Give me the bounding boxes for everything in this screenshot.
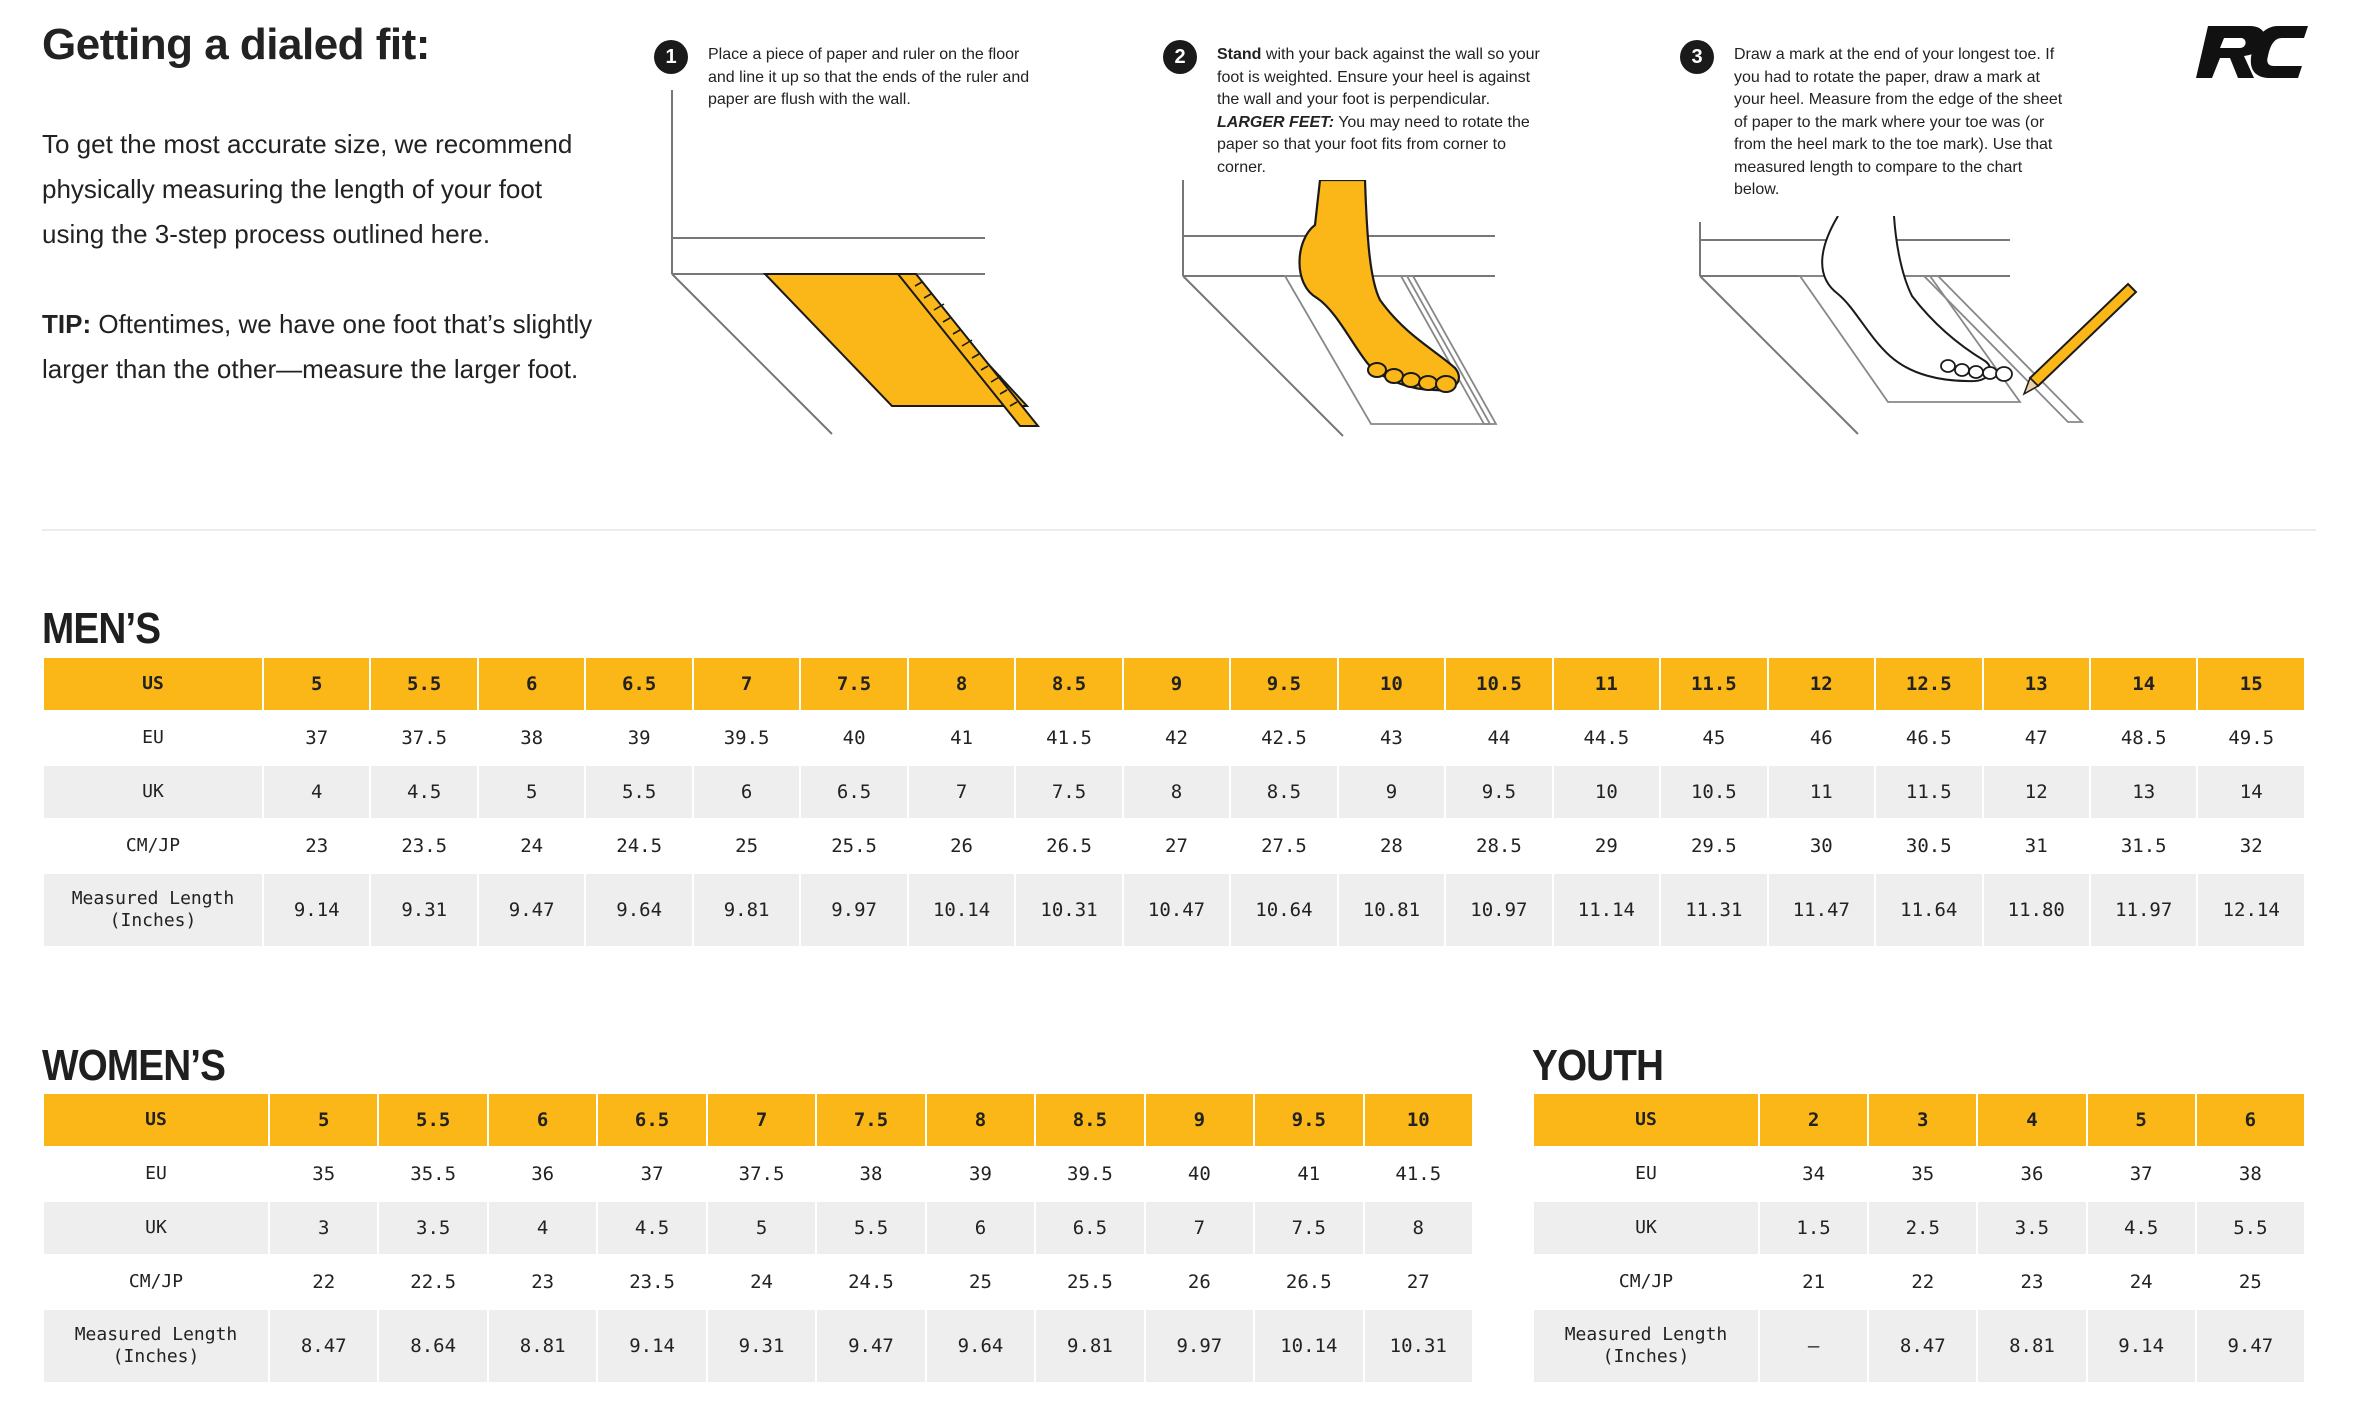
size-cell: 12.14 xyxy=(2198,874,2304,946)
size-cell: 23.5 xyxy=(598,1256,705,1308)
size-cell: 29.5 xyxy=(1661,820,1766,872)
step-number-badge: 1 xyxy=(654,40,688,74)
size-cell: – xyxy=(1760,1310,1867,1382)
size-cell: 6.5 xyxy=(801,766,906,818)
tip-body: Oftentimes, we have one foot that’s slightly larger than the other—measure the larger foot. xyxy=(42,309,593,384)
row-label: Measured Length (Inches) xyxy=(44,1310,268,1382)
size-cell: 8.47 xyxy=(1869,1310,1976,1382)
row-label: CM/JP xyxy=(44,1256,268,1308)
size-cell: 10.14 xyxy=(1255,1310,1362,1382)
size-cell: 37.5 xyxy=(371,712,476,764)
size-header-cell: 5.5 xyxy=(371,658,476,710)
size-cell: 22 xyxy=(1869,1256,1976,1308)
table-row xyxy=(44,1148,1472,1200)
size-cell: 23 xyxy=(264,820,369,872)
size-cell: 23.5 xyxy=(371,820,476,872)
size-cell: 4 xyxy=(264,766,369,818)
size-cell: 9.47 xyxy=(817,1310,924,1382)
size-cell: 9.14 xyxy=(2088,1310,2195,1382)
size-cell: 31 xyxy=(1984,820,2089,872)
size-cell: 5.5 xyxy=(2197,1202,2304,1254)
size-cell: 41 xyxy=(1255,1148,1362,1200)
size-cell: 39 xyxy=(586,712,691,764)
size-cell: 4.5 xyxy=(371,766,476,818)
size-cell: 2.5 xyxy=(1869,1202,1976,1254)
size-cell: 10.64 xyxy=(1231,874,1336,946)
size-cell: 41.5 xyxy=(1016,712,1121,764)
table-row xyxy=(44,1256,1472,1308)
size-cell: 25.5 xyxy=(1036,1256,1143,1308)
size-header-cell: 7 xyxy=(694,658,799,710)
row-label: EU xyxy=(1534,1148,1758,1200)
step-2 xyxy=(1163,40,1563,190)
size-cell: 27 xyxy=(1124,820,1229,872)
size-cell: 10.47 xyxy=(1124,874,1229,946)
size-header-cell: 10 xyxy=(1339,658,1444,710)
size-cell: 35.5 xyxy=(379,1148,486,1200)
size-header-cell: 6.5 xyxy=(598,1094,705,1146)
size-cell: 42.5 xyxy=(1231,712,1336,764)
table-row xyxy=(1534,1256,2304,1308)
size-header-cell: 14 xyxy=(2091,658,2196,710)
size-header-cell: 9 xyxy=(1146,1094,1253,1146)
size-header-cell: 6 xyxy=(2197,1094,2304,1146)
size-cell: 40 xyxy=(1146,1148,1253,1200)
size-header-cell: 13 xyxy=(1984,658,2089,710)
size-cell: 26.5 xyxy=(1016,820,1121,872)
step-instructions-part: You may need to rotate the paper so that your foot fits from corner to corner. xyxy=(1217,113,1530,176)
size-cell: 8.5 xyxy=(1231,766,1336,818)
size-cell: 32 xyxy=(2198,820,2304,872)
size-cell: 9.64 xyxy=(927,1310,1034,1382)
size-cell: 25.5 xyxy=(801,820,906,872)
size-cell: 9.97 xyxy=(1146,1310,1253,1382)
size-cell: 37.5 xyxy=(708,1148,815,1200)
size-header-cell: 3 xyxy=(1869,1094,1976,1146)
size-cell: 11.47 xyxy=(1769,874,1874,946)
mens-title: MEN’S xyxy=(42,604,161,653)
size-cell: 39 xyxy=(927,1148,1034,1200)
size-cell: 22 xyxy=(270,1256,377,1308)
size-cell: 6.5 xyxy=(1036,1202,1143,1254)
size-cell: 25 xyxy=(927,1256,1034,1308)
size-header-cell: 11 xyxy=(1554,658,1659,710)
row-label: Measured Length (Inches) xyxy=(1534,1310,1758,1382)
size-cell: 11.14 xyxy=(1554,874,1659,946)
size-cell: 41.5 xyxy=(1365,1148,1472,1200)
size-cell: 6 xyxy=(927,1202,1034,1254)
size-cell: 43 xyxy=(1339,712,1444,764)
size-cell: 24 xyxy=(479,820,584,872)
size-cell: 26.5 xyxy=(1255,1256,1362,1308)
size-cell: 10.31 xyxy=(1016,874,1121,946)
row-label: UK xyxy=(44,766,262,818)
size-cell: 37 xyxy=(598,1148,705,1200)
size-cell: 42 xyxy=(1124,712,1229,764)
size-cell: 9.5 xyxy=(1446,766,1551,818)
size-cell: 6 xyxy=(694,766,799,818)
step-instructions-part: with your back against the wall so your foot is weighted. Ensure your heel is against the wall and your foot is perpendicular. xyxy=(1217,46,1540,108)
size-cell: 1.5 xyxy=(1760,1202,1867,1254)
size-cell: 8.64 xyxy=(379,1310,486,1382)
size-cell: 9.14 xyxy=(264,874,369,946)
size-cell: 11.80 xyxy=(1984,874,2089,946)
size-header-cell: 8.5 xyxy=(1016,658,1121,710)
size-header-cell: 6 xyxy=(479,658,584,710)
size-cell: 5.5 xyxy=(817,1202,924,1254)
size-cell: 39.5 xyxy=(1036,1148,1143,1200)
size-cell: 9 xyxy=(1339,766,1444,818)
size-header-cell: 10 xyxy=(1365,1094,1472,1146)
size-header-cell: 9.5 xyxy=(1255,1094,1362,1146)
table-row xyxy=(1534,1148,2304,1200)
womens-size-table xyxy=(42,1092,1474,1384)
size-cell: 49.5 xyxy=(2198,712,2304,764)
row-label: US xyxy=(44,1094,268,1146)
step-number-badge: 2 xyxy=(1163,40,1197,74)
size-cell: 9.47 xyxy=(2197,1310,2304,1382)
size-cell: 40 xyxy=(801,712,906,764)
row-label: US xyxy=(1534,1094,1758,1146)
size-header-cell: 7.5 xyxy=(801,658,906,710)
size-cell: 34 xyxy=(1760,1148,1867,1200)
step-instructions-emphasis: LARGER FEET: xyxy=(1217,113,1335,131)
womens-title: WOMEN’S xyxy=(42,1041,226,1090)
youth-title: YOUTH xyxy=(1532,1041,1664,1090)
table-row xyxy=(44,820,2304,872)
size-header-cell: 5 xyxy=(270,1094,377,1146)
size-cell: 5.5 xyxy=(586,766,691,818)
size-cell: 3.5 xyxy=(1978,1202,2085,1254)
mens-size-table xyxy=(42,656,2306,948)
size-cell: 46.5 xyxy=(1876,712,1981,764)
table-row xyxy=(44,1202,1472,1254)
size-header-cell: 8.5 xyxy=(1036,1094,1143,1146)
row-label: EU xyxy=(44,1148,268,1200)
size-cell: 25 xyxy=(694,820,799,872)
size-cell: 24 xyxy=(708,1256,815,1308)
size-cell: 3.5 xyxy=(379,1202,486,1254)
size-cell: 24.5 xyxy=(817,1256,924,1308)
size-cell: 28 xyxy=(1339,820,1444,872)
size-cell: 9.31 xyxy=(371,874,476,946)
size-cell: 24 xyxy=(2088,1256,2195,1308)
size-cell: 39.5 xyxy=(694,712,799,764)
size-cell: 35 xyxy=(1869,1148,1976,1200)
youth-size-table xyxy=(1532,1092,2306,1384)
size-header-cell: 12.5 xyxy=(1876,658,1981,710)
size-header-cell: 15 xyxy=(2198,658,2304,710)
size-cell: 37 xyxy=(264,712,369,764)
size-cell: 27 xyxy=(1365,1256,1472,1308)
size-header-cell: 7.5 xyxy=(817,1094,924,1146)
size-cell: 30 xyxy=(1769,820,1874,872)
step-instructions-bold: Stand xyxy=(1217,46,1262,63)
size-cell: 7.5 xyxy=(1016,766,1121,818)
size-cell: 9.97 xyxy=(801,874,906,946)
table-row xyxy=(44,1310,1472,1382)
size-cell: 5 xyxy=(479,766,584,818)
table-header-row xyxy=(1534,1094,2304,1146)
size-header-cell: 5 xyxy=(264,658,369,710)
size-cell: 11 xyxy=(1769,766,1874,818)
step-instructions: Place a piece of paper and ruler on the floor and line it up so that the ends of the ruler and paper are flush with the wall. xyxy=(708,46,1030,108)
size-cell: 10.31 xyxy=(1365,1310,1472,1382)
row-label: CM/JP xyxy=(44,820,262,872)
rc-logo-icon xyxy=(2190,22,2316,84)
size-header-cell: 12 xyxy=(1769,658,1874,710)
size-cell: 37 xyxy=(2088,1148,2195,1200)
table-header-row xyxy=(44,1094,1472,1146)
size-cell: 28.5 xyxy=(1446,820,1551,872)
size-cell: 5 xyxy=(708,1202,815,1254)
row-label: Measured Length (Inches) xyxy=(44,874,262,946)
size-cell: 11.64 xyxy=(1876,874,1981,946)
size-header-cell: 2 xyxy=(1760,1094,1867,1146)
size-cell: 44.5 xyxy=(1554,712,1659,764)
size-cell: 7.5 xyxy=(1255,1202,1362,1254)
size-header-cell: 10.5 xyxy=(1446,658,1551,710)
size-cell: 8.81 xyxy=(1978,1310,2085,1382)
size-cell: 45 xyxy=(1661,712,1766,764)
step-instructions: Draw a mark at the end of your longest toe. If you had to rotate the paper, draw a mark at your heel. Measure from the edge of the sheet of paper to the mark where your toe was (or from the heel mark to the toe mark). Use that measured length to compare to the chart below. xyxy=(1734,46,2063,198)
size-cell: 11.97 xyxy=(2091,874,2196,946)
size-cell: 24.5 xyxy=(586,820,691,872)
paper-ruler-illustration xyxy=(660,88,1100,438)
size-header-cell: 5.5 xyxy=(379,1094,486,1146)
size-cell: 4.5 xyxy=(598,1202,705,1254)
table-row xyxy=(44,874,2304,946)
size-cell: 38 xyxy=(2197,1148,2304,1200)
size-cell: 3 xyxy=(270,1202,377,1254)
row-label: US xyxy=(44,658,262,710)
size-cell: 26 xyxy=(909,820,1014,872)
size-cell: 41 xyxy=(909,712,1014,764)
size-cell: 9.81 xyxy=(1036,1310,1143,1382)
size-cell: 29 xyxy=(1554,820,1659,872)
size-cell: 36 xyxy=(1978,1148,2085,1200)
step-instructions xyxy=(1217,44,1547,179)
size-header-cell: 9 xyxy=(1124,658,1229,710)
size-cell: 4.5 xyxy=(2088,1202,2195,1254)
size-cell: 10.5 xyxy=(1661,766,1766,818)
size-cell: 44 xyxy=(1446,712,1551,764)
size-cell: 7 xyxy=(1146,1202,1253,1254)
size-cell: 10 xyxy=(1554,766,1659,818)
size-cell: 14 xyxy=(2198,766,2304,818)
size-cell: 4 xyxy=(489,1202,596,1254)
marking-toe-illustration xyxy=(1690,216,2150,440)
table-row xyxy=(1534,1310,2304,1382)
row-label: CM/JP xyxy=(1534,1256,1758,1308)
size-header-cell: 6 xyxy=(489,1094,596,1146)
size-cell: 22.5 xyxy=(379,1256,486,1308)
standing-foot-illustration xyxy=(1175,180,1595,440)
size-header-cell: 8 xyxy=(909,658,1014,710)
size-cell: 21 xyxy=(1760,1256,1867,1308)
size-header-cell: 7 xyxy=(708,1094,815,1146)
size-cell: 11.31 xyxy=(1661,874,1766,946)
size-cell: 23 xyxy=(489,1256,596,1308)
size-cell: 38 xyxy=(817,1148,924,1200)
size-cell: 9.14 xyxy=(598,1310,705,1382)
size-cell: 10.97 xyxy=(1446,874,1551,946)
size-cell: 48.5 xyxy=(2091,712,2196,764)
size-cell: 7 xyxy=(909,766,1014,818)
size-cell: 10.81 xyxy=(1339,874,1444,946)
size-cell: 13 xyxy=(2091,766,2196,818)
size-cell: 8.47 xyxy=(270,1310,377,1382)
size-cell: 35 xyxy=(270,1148,377,1200)
size-cell: 27.5 xyxy=(1231,820,1336,872)
page-title: Getting a dialed fit: xyxy=(42,20,430,69)
size-cell: 30.5 xyxy=(1876,820,1981,872)
size-cell: 46 xyxy=(1769,712,1874,764)
size-cell: 31.5 xyxy=(2091,820,2196,872)
table-row xyxy=(1534,1202,2304,1254)
size-header-cell: 5 xyxy=(2088,1094,2195,1146)
table-row xyxy=(44,712,2304,764)
tip-text xyxy=(42,302,602,392)
size-cell: 26 xyxy=(1146,1256,1253,1308)
step-number-badge: 3 xyxy=(1680,40,1714,74)
row-label: UK xyxy=(1534,1202,1758,1254)
size-header-cell: 4 xyxy=(1978,1094,2085,1146)
size-header-cell: 11.5 xyxy=(1661,658,1766,710)
size-cell: 11.5 xyxy=(1876,766,1981,818)
table-row xyxy=(44,766,2304,818)
size-cell: 9.81 xyxy=(694,874,799,946)
size-cell: 9.31 xyxy=(708,1310,815,1382)
size-cell: 9.47 xyxy=(479,874,584,946)
size-cell: 25 xyxy=(2197,1256,2304,1308)
size-header-cell: 8 xyxy=(927,1094,1034,1146)
size-header-cell: 9.5 xyxy=(1231,658,1336,710)
size-cell: 10.14 xyxy=(909,874,1014,946)
size-cell: 12 xyxy=(1984,766,2089,818)
size-cell: 47 xyxy=(1984,712,2089,764)
size-header-cell: 6.5 xyxy=(586,658,691,710)
row-label: EU xyxy=(44,712,262,764)
intro-text: To get the most accurate size, we recommend physically measuring the length of your foot using the 3-step process outlined here. xyxy=(42,129,573,249)
tip-label: TIP: xyxy=(42,309,92,339)
size-cell: 8 xyxy=(1124,766,1229,818)
size-cell: 8 xyxy=(1365,1202,1472,1254)
row-label: UK xyxy=(44,1202,268,1254)
size-cell: 38 xyxy=(479,712,584,764)
size-cell: 36 xyxy=(489,1148,596,1200)
table-header-row xyxy=(44,658,2304,710)
step-3 xyxy=(1680,40,2080,200)
size-cell: 9.64 xyxy=(586,874,691,946)
size-cell: 8.81 xyxy=(489,1310,596,1382)
section-divider xyxy=(42,529,2316,531)
size-cell: 23 xyxy=(1978,1256,2085,1308)
